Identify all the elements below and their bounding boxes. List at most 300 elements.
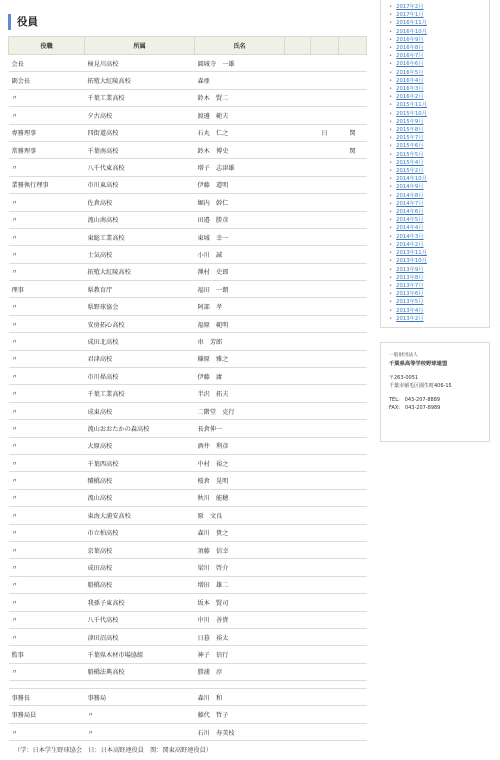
archive-link[interactable]: • 2014年9月 <box>389 183 483 191</box>
table-cell <box>285 141 311 158</box>
table-cell: 〃 <box>9 298 85 315</box>
table-cell <box>311 646 339 663</box>
table-cell: 勝浦 淳 <box>195 663 285 680</box>
table-cell: 〃 <box>9 333 85 350</box>
table-cell <box>311 315 339 332</box>
table-cell: 検見川高校 <box>85 55 195 72</box>
archive-link[interactable]: • 2013年10月 <box>389 257 483 265</box>
table-cell: 渡邊 範夫 <box>195 107 285 124</box>
legend-note: （学：日本学生野球協会 日：日本高野連役員 関：関東高野連役員） <box>14 747 212 755</box>
table-cell: 拓殖大紅陵高校 <box>85 72 195 89</box>
archive-link[interactable]: • 2015年5月 <box>389 151 483 159</box>
table-cell <box>339 628 367 645</box>
table-cell <box>311 541 339 558</box>
archive-link[interactable]: • 2013年11月 <box>389 249 483 257</box>
archive-link[interactable]: • 2016年8月 <box>389 44 483 52</box>
table-cell: 千葉南高校 <box>85 141 195 158</box>
table-cell: 中川 善貴 <box>195 611 285 628</box>
table-cell <box>311 228 339 245</box>
archive-link[interactable]: • 2014年10月 <box>389 175 483 183</box>
table-cell: 小川 誠 <box>195 246 285 263</box>
table-cell: 拓殖大紅陵高校 <box>85 263 195 280</box>
table-row <box>9 298 367 315</box>
table-cell <box>285 472 311 489</box>
table-cell <box>285 663 311 680</box>
table-cell: 夕古高校 <box>85 107 195 124</box>
table-cell: 船橋高校 <box>85 576 195 593</box>
table-cell <box>285 176 311 193</box>
table-cell <box>285 454 311 471</box>
table-cell: 長倉伸一 <box>195 420 285 437</box>
table-cell: 事務局 <box>85 689 195 706</box>
table-cell <box>339 263 367 280</box>
table-cell: 鈴木 賢二 <box>195 89 285 106</box>
table-row <box>9 385 367 402</box>
archive-link[interactable]: • 2017年2月 <box>389 3 483 11</box>
table-cell: 成田高校 <box>85 559 195 576</box>
archive-link[interactable]: • 2013年7月 <box>389 282 483 290</box>
table-cell <box>285 420 311 437</box>
table-cell <box>285 107 311 124</box>
table-cell: 〃 <box>9 524 85 541</box>
table-row <box>9 194 367 211</box>
table-cell: 車 芳郎 <box>195 333 285 350</box>
table-row <box>9 368 367 385</box>
table-cell: 市川昴高校 <box>85 368 195 385</box>
table-cell: 〃 <box>9 194 85 211</box>
table-cell <box>311 263 339 280</box>
table-row <box>9 176 367 193</box>
table-cell <box>285 228 311 245</box>
table-row <box>9 689 367 706</box>
table-row <box>9 706 367 723</box>
header-name: 氏名 <box>195 37 285 55</box>
table-cell: 市川東高校 <box>85 176 195 193</box>
table-cell: 須藤 信幸 <box>195 541 285 558</box>
table-cell: 八千代高校 <box>85 611 195 628</box>
table-cell: 原 文良 <box>195 507 285 524</box>
archive-link[interactable]: • 2016年3月 <box>389 85 483 93</box>
table-cell <box>285 89 311 106</box>
table-cell: 理事 <box>9 281 85 298</box>
table-row <box>9 507 367 524</box>
archive-link[interactable]: • 2015年6月 <box>389 142 483 150</box>
table-cell: 〃 <box>9 663 85 680</box>
table-row <box>9 55 367 72</box>
table-cell <box>339 89 367 106</box>
table-cell <box>339 706 367 723</box>
archive-link[interactable]: • 2014年6月 <box>389 208 483 216</box>
table-cell: 千葉工業高校 <box>85 385 195 402</box>
table-cell <box>339 420 367 437</box>
archive-link[interactable]: • 2016年5月 <box>389 69 483 77</box>
table-cell <box>311 524 339 541</box>
table-cell <box>285 72 311 89</box>
table-row <box>9 228 367 245</box>
table-cell: 会長 <box>9 55 85 72</box>
table-row <box>9 489 367 506</box>
table-row <box>9 454 367 471</box>
table-row <box>9 246 367 263</box>
table-cell: 〃 <box>9 541 85 558</box>
table-cell: 京葉高校 <box>85 541 195 558</box>
table-cell <box>311 333 339 350</box>
table-cell <box>285 298 311 315</box>
table-row <box>9 315 367 332</box>
table-cell: 〃 <box>9 594 85 611</box>
table-cell <box>339 576 367 593</box>
table-cell <box>339 159 367 176</box>
table-cell <box>311 628 339 645</box>
table-cell: 流山おおたかの森高校 <box>85 420 195 437</box>
table-header-row <box>9 37 367 55</box>
table-cell <box>311 402 339 419</box>
archive-link[interactable]: • 2016年6月 <box>389 60 483 68</box>
archive-link[interactable]: • 2016年9月 <box>389 36 483 44</box>
table-cell: 佐倉高校 <box>85 194 195 211</box>
table-cell <box>311 107 339 124</box>
table-cell: 鈴木 博史 <box>195 141 285 158</box>
table-cell <box>311 559 339 576</box>
table-cell <box>339 333 367 350</box>
table-row <box>9 72 367 89</box>
table-cell: 八千代東高校 <box>85 159 195 176</box>
table-cell: 森亜 <box>195 72 285 89</box>
table-cell <box>285 524 311 541</box>
table-cell <box>311 420 339 437</box>
archive-link[interactable]: • 2015年8月 <box>389 126 483 134</box>
table-row <box>9 437 367 454</box>
table-cell: 田邉 勝彦 <box>195 211 285 228</box>
table-cell: 関 <box>339 141 367 158</box>
archive-link[interactable]: • 2014年5月 <box>389 216 483 224</box>
table-cell: 監事 <box>9 646 85 663</box>
table-cell <box>311 159 339 176</box>
table-row <box>9 333 367 350</box>
table-cell <box>339 176 367 193</box>
archive-link[interactable]: • 2016年10月 <box>389 28 483 36</box>
table-cell <box>311 350 339 367</box>
header-extra-1 <box>285 37 311 55</box>
table-cell <box>285 368 311 385</box>
table-cell <box>339 663 367 680</box>
archive-link[interactable]: • 2014年4月 <box>389 224 483 232</box>
table-cell: 千葉西高校 <box>85 454 195 471</box>
archive-link[interactable]: • 2013年6月 <box>389 290 483 298</box>
table-cell <box>339 211 367 228</box>
table-cell <box>285 350 311 367</box>
table-cell: 〃 <box>9 246 85 263</box>
table-cell <box>285 263 311 280</box>
table-cell <box>285 333 311 350</box>
table-cell: 〃 <box>9 420 85 437</box>
table-cell <box>311 89 339 106</box>
table-cell: 森川 貴之 <box>195 524 285 541</box>
header-extra-2 <box>311 37 339 55</box>
table-cell <box>285 402 311 419</box>
table-cell: 成東高校 <box>85 402 195 419</box>
table-cell: 〃 <box>85 723 195 740</box>
table-cell <box>311 576 339 593</box>
table-row <box>9 402 367 419</box>
table-cell <box>311 246 339 263</box>
table-cell <box>311 472 339 489</box>
table-cell: 篠原 雅之 <box>195 350 285 367</box>
table-row <box>9 107 367 124</box>
table-cell <box>339 723 367 740</box>
table-row <box>9 559 367 576</box>
table-cell: 成田北高校 <box>85 333 195 350</box>
page-title: 役員 <box>8 14 368 30</box>
table-cell: 大原高校 <box>85 437 195 454</box>
table-cell <box>339 611 367 628</box>
table-cell: 県野球協会 <box>85 298 195 315</box>
table-cell: 〃 <box>9 507 85 524</box>
table-cell <box>339 402 367 419</box>
table-cell <box>339 298 367 315</box>
table-cell <box>339 594 367 611</box>
table-cell <box>285 594 311 611</box>
table-cell <box>311 194 339 211</box>
table-cell: 〃 <box>9 402 85 419</box>
table-row <box>9 350 367 367</box>
table-cell <box>285 124 311 141</box>
table-cell: 圓城寺 一雄 <box>195 55 285 72</box>
table-cell <box>339 350 367 367</box>
archive-link[interactable]: • 2016年2月 <box>389 93 483 101</box>
table-cell <box>311 281 339 298</box>
table-row <box>9 420 367 437</box>
table-cell <box>339 107 367 124</box>
table-row <box>9 723 367 740</box>
archive-link[interactable]: • 2014年3月 <box>389 233 483 241</box>
table-cell <box>311 298 339 315</box>
table-cell: 千葉工業高校 <box>85 89 195 106</box>
archive-link[interactable]: • 2015年9月 <box>389 118 483 126</box>
table-cell <box>285 507 311 524</box>
table-cell <box>339 281 367 298</box>
table-cell <box>311 55 339 72</box>
archive-link[interactable]: • 2015年11月 <box>389 101 483 109</box>
table-cell: 〃 <box>9 385 85 402</box>
table-row <box>9 211 367 228</box>
archive-link[interactable]: • 2014年7月 <box>389 200 483 208</box>
archive-link[interactable]: • 2013年9月 <box>389 266 483 274</box>
header-affiliation: 所属 <box>85 37 195 55</box>
table-cell <box>285 194 311 211</box>
archive-link[interactable]: • 2016年7月 <box>389 52 483 60</box>
tel-number: TEL: 043-207-8889 <box>389 396 441 403</box>
archive-link[interactable]: • 2014年2月 <box>389 241 483 249</box>
table-cell <box>311 454 339 471</box>
table-cell <box>339 646 367 663</box>
table-cell: 東海大浦安高校 <box>85 507 195 524</box>
header-position: 役職 <box>9 37 85 55</box>
table-cell <box>285 211 311 228</box>
table-cell: 流山高校 <box>85 489 195 506</box>
address-box <box>380 342 490 442</box>
archive-link[interactable]: • 2013年8月 <box>389 274 483 282</box>
table-cell: 福田 一朗 <box>195 281 285 298</box>
archive-link[interactable]: • 2013年2月 <box>389 315 483 323</box>
officers-table <box>8 36 367 741</box>
archive-link[interactable]: • 2015年7月 <box>389 134 483 142</box>
table-cell: 阿部 孝 <box>195 298 285 315</box>
table-cell <box>339 472 367 489</box>
table-cell: 伊藤 道明 <box>195 176 285 193</box>
table-cell <box>311 385 339 402</box>
archive-link[interactable]: • 2015年10月 <box>389 110 483 118</box>
table-cell: 神子 信行 <box>195 646 285 663</box>
table-cell: 〃 <box>9 89 85 106</box>
table-cell: 日 <box>311 124 339 141</box>
table-cell <box>285 576 311 593</box>
table-cell: 四街道高校 <box>85 124 195 141</box>
table-cell: 増田 雄二 <box>195 576 285 593</box>
table-cell: 石川 寿美枝 <box>195 723 285 740</box>
table-cell: 〃 <box>9 576 85 593</box>
table-cell: 〃 <box>9 472 85 489</box>
table-row <box>9 576 367 593</box>
table-cell <box>339 454 367 471</box>
archive-link[interactable]: • 2016年11月 <box>389 19 483 27</box>
archive-link[interactable]: • 2016年4月 <box>389 77 483 85</box>
table-cell: 森川 和 <box>195 689 285 706</box>
table-cell: 〃 <box>9 559 85 576</box>
table-cell: 〃 <box>9 723 85 740</box>
table-cell: 犢橋高校 <box>85 472 195 489</box>
archive-link[interactable]: • 2013年5月 <box>389 298 483 306</box>
table-cell <box>285 385 311 402</box>
table-row <box>9 541 367 558</box>
table-cell: 増子 志津雄 <box>195 159 285 176</box>
street-address: 千葉市稲毛区園生町406-15 <box>389 382 452 389</box>
table-cell <box>311 141 339 158</box>
table-cell <box>285 159 311 176</box>
table-cell <box>339 507 367 524</box>
table-cell <box>311 437 339 454</box>
table-cell: 〃 <box>9 228 85 245</box>
table-cell <box>311 368 339 385</box>
table-cell <box>339 228 367 245</box>
table-cell <box>339 489 367 506</box>
table-cell: 〃 <box>9 211 85 228</box>
table-row <box>9 159 367 176</box>
table-cell <box>285 646 311 663</box>
table-cell: 東総工業高校 <box>85 228 195 245</box>
table-cell <box>311 706 339 723</box>
sidebar <box>380 0 490 442</box>
archive-link[interactable]: • 2017年1月 <box>389 11 483 19</box>
table-cell <box>285 437 311 454</box>
table-cell: 〃 <box>9 315 85 332</box>
table-cell: 〃 <box>9 368 85 385</box>
postal-code: 〒263-0051 <box>389 374 419 381</box>
table-cell: 〃 <box>9 159 85 176</box>
table-cell <box>285 246 311 263</box>
archive-link[interactable]: • 2015年4月 <box>389 159 483 167</box>
table-cell <box>339 72 367 89</box>
table-cell: 専務理事 <box>9 124 85 141</box>
archive-link[interactable]: • 2014年8月 <box>389 192 483 200</box>
table-cell <box>285 706 311 723</box>
table-cell: 堀内 幹仁 <box>195 194 285 211</box>
table-cell <box>285 723 311 740</box>
table-cell <box>339 368 367 385</box>
main-content <box>8 14 368 758</box>
table-cell: 石丸 仁之 <box>195 124 285 141</box>
table-cell: 秋川 能穂 <box>195 489 285 506</box>
table-cell: 〃 <box>9 489 85 506</box>
table-cell: 我孫子東高校 <box>85 594 195 611</box>
table-cell <box>285 489 311 506</box>
table-cell: 流山南高校 <box>85 211 195 228</box>
table-cell <box>339 194 367 211</box>
table-cell: 千葉県木材市場協組 <box>85 646 195 663</box>
table-cell: 二階堂 克行 <box>195 402 285 419</box>
fax-number: FAX: 043-207-8989 <box>389 404 441 411</box>
table-row <box>9 281 367 298</box>
table-cell: 澤村 史郎 <box>195 263 285 280</box>
table-cell: 県教育庁 <box>85 281 195 298</box>
table-cell: 副会長 <box>9 72 85 89</box>
office-staff-body <box>9 689 367 741</box>
table-row <box>9 646 367 663</box>
table-cell: 〃 <box>9 263 85 280</box>
table-cell <box>339 315 367 332</box>
table-cell <box>339 689 367 706</box>
org-name: 千葉県高等学校野球連盟 <box>389 360 448 367</box>
table-cell <box>285 611 311 628</box>
table-cell <box>311 176 339 193</box>
table-cell <box>285 55 311 72</box>
table-cell <box>285 559 311 576</box>
table-cell: 常務理事 <box>9 141 85 158</box>
table-cell: 士気高校 <box>85 246 195 263</box>
table-row <box>9 524 367 541</box>
table-cell <box>311 489 339 506</box>
table-cell: 伊藤 庸 <box>195 368 285 385</box>
table-cell: 安房拓心高校 <box>85 315 195 332</box>
table-cell: 津田沼高校 <box>85 628 195 645</box>
table-row <box>9 263 367 280</box>
table-row <box>9 89 367 106</box>
table-cell: 福原 範明 <box>195 315 285 332</box>
officers-body <box>9 55 367 681</box>
table-cell: 半沢 拓夫 <box>195 385 285 402</box>
table-cell: 〃 <box>9 628 85 645</box>
table-cell: 梁川 啓介 <box>195 559 285 576</box>
table-cell <box>339 541 367 558</box>
table-cell <box>285 281 311 298</box>
table-cell: 〃 <box>85 706 195 723</box>
archive-link[interactable]: • 2015年2月 <box>389 167 483 175</box>
table-cell: 中村 裕之 <box>195 454 285 471</box>
archive-link[interactable]: • 2013年4月 <box>389 307 483 315</box>
table-cell: 船橋法典高校 <box>85 663 195 680</box>
table-cell <box>311 611 339 628</box>
table-cell <box>311 663 339 680</box>
table-cell <box>285 628 311 645</box>
table-cell <box>339 385 367 402</box>
org-type: 一般財団法人 <box>389 352 418 358</box>
table-cell <box>285 689 311 706</box>
table-gap-row <box>9 681 367 689</box>
table-cell <box>339 55 367 72</box>
table-cell: 業務執行理事 <box>9 176 85 193</box>
table-cell: 日暮 裕太 <box>195 628 285 645</box>
table-cell <box>311 689 339 706</box>
